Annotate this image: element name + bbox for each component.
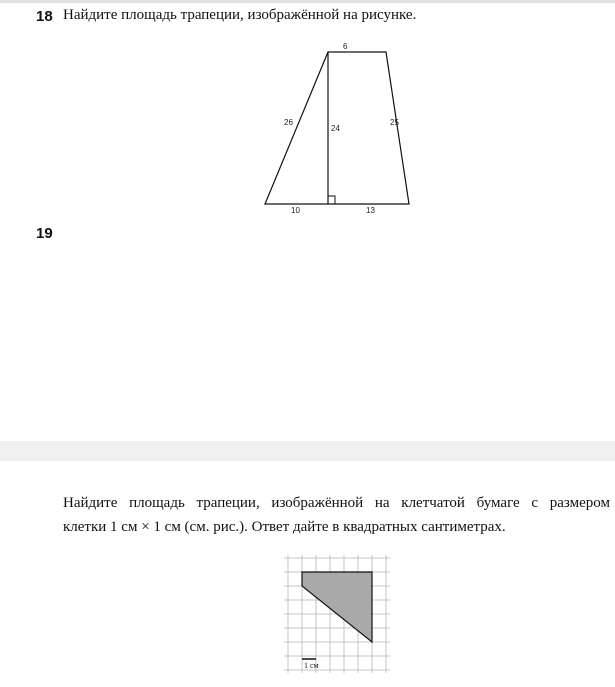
label-left-side: 26 xyxy=(284,118,293,127)
scale-label: 1 см xyxy=(304,661,319,670)
page-edge-strip xyxy=(0,0,615,3)
grid-figure xyxy=(280,552,395,677)
label-bottom-right: 13 xyxy=(366,206,375,215)
shaded-trapezoid xyxy=(302,572,372,642)
right-angle-mark xyxy=(328,196,335,204)
problem-19-text-line-2: клетки 1 см × 1 см (см. рис.). Ответ дайте в квадратных сантиметрах. xyxy=(63,519,506,535)
label-bottom-left: 10 xyxy=(291,206,300,215)
problem-18-number: 18 xyxy=(36,8,53,25)
label-right-side: 25 xyxy=(390,118,399,127)
trapezoid-figure xyxy=(250,38,425,220)
problem-19-text xyxy=(63,491,610,539)
problem-19-number: 19 xyxy=(36,225,53,242)
problem-18-text: Найдите площадь трапеции, изображённой на рисунке. xyxy=(63,7,417,23)
label-top-base: 6 xyxy=(343,42,348,51)
page-separator xyxy=(0,441,615,461)
problem-19-text-line-1: Найдите площадь трапеции, изображённой на клетчатой бумаге с размером xyxy=(63,495,610,511)
label-height: 24 xyxy=(331,124,340,133)
